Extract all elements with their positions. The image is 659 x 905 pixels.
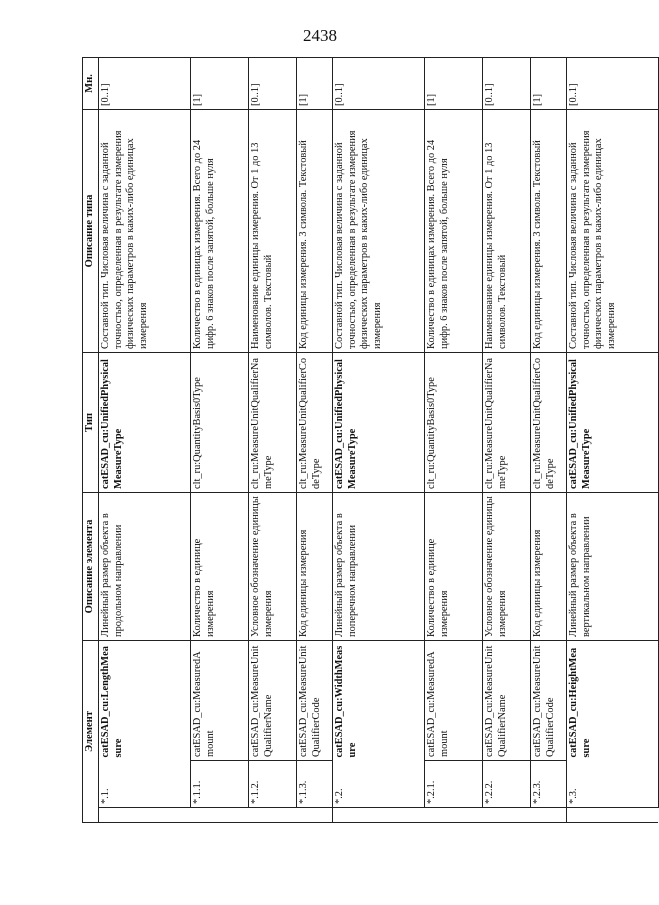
indent-cell	[566, 808, 658, 823]
element-name: catESAD_cu:MeasureUnitQualifierName	[248, 640, 296, 760]
element-type: clt_ru:QuantityBasis0Type	[424, 352, 482, 492]
table-row	[424, 57, 482, 822]
table-row	[332, 57, 424, 822]
type-description: Составной тип. Числовая величина с заданной точностью, определенная в результате измерения физических параметров в каких-либо единицах измерения	[566, 109, 658, 352]
table-row	[190, 57, 248, 822]
element-name: catESAD_cu:MeasuredAmount	[424, 640, 482, 760]
row-number: *.1.	[98, 761, 190, 808]
element-name: catESAD_cu:MeasureUnitQualifierCode	[296, 640, 332, 760]
multiplicity: [0..1]	[98, 57, 190, 109]
element-description: Условное обозначение единицы измерения	[482, 492, 530, 640]
element-description: Линейный размер объекта в продольном направлении	[98, 492, 190, 640]
element-description: Линейный размер объекта в поперечном направлении	[332, 492, 424, 640]
spec-table	[82, 57, 659, 823]
table-row	[248, 57, 296, 822]
row-number: *.2.2.	[482, 761, 530, 808]
header-element-description: Описание элемента	[83, 492, 99, 640]
multiplicity: [1]	[296, 57, 332, 109]
multiplicity: [0..1]	[482, 57, 530, 109]
element-name: catESAD_cu:LengthMeasure	[98, 640, 190, 760]
header-type: Тип	[83, 352, 99, 492]
element-name: catESAD_cu:MeasuredAmount	[190, 640, 248, 760]
element-description: Количество в единице измерения	[190, 492, 248, 640]
indent-cell	[190, 808, 248, 823]
type-description: Код единицы измерения. 3 символа. Текстовый	[530, 109, 566, 352]
row-number: *.1.2.	[248, 761, 296, 808]
type-description: Количество в единицах измерения. Всего до 24 цифр. 6 знаков после запятой, больше нуля	[424, 109, 482, 352]
element-name: catESAD_cu:WidthMeasure	[332, 640, 424, 760]
multiplicity: [1]	[424, 57, 482, 109]
indent-cell	[482, 808, 530, 823]
page-number: 2438	[303, 26, 337, 45]
element-type: catESAD_cu:UnifiedPhysicalMeasureType	[98, 352, 190, 492]
element-description: Линейный размер объекта в вертикальном направлении	[566, 492, 658, 640]
header-type-description: Описание типа	[83, 109, 99, 352]
table-row	[296, 57, 332, 822]
indent-cell	[332, 808, 424, 823]
table-body	[98, 57, 658, 822]
element-description: Количество в единице измерения	[424, 492, 482, 640]
indent-cell	[296, 808, 332, 823]
element-description: Код единицы измерения	[530, 492, 566, 640]
indent-cell	[98, 808, 190, 823]
multiplicity: [0..1]	[332, 57, 424, 109]
row-number: *.2.3.	[530, 761, 566, 808]
indent-cell	[248, 808, 296, 823]
row-number: *.2.	[332, 761, 424, 808]
multiplicity: [1]	[530, 57, 566, 109]
element-name: catESAD_cu:MeasureUnitQualifierCode	[530, 640, 566, 760]
type-description: Составной тип. Числовая величина с заданной точностью, определенная в результате измерения физических параметров в каких-либо единицах измерения	[332, 109, 424, 352]
element-name: catESAD_cu:MeasureUnitQualifierName	[482, 640, 530, 760]
row-number: *.2.1.	[424, 761, 482, 808]
row-number: *.1.1.	[190, 761, 248, 808]
table-row	[482, 57, 530, 822]
element-type: clt_ru:MeasureUnitQualifierNameType	[248, 352, 296, 492]
table-stage	[82, 58, 617, 823]
type-description: Составной тип. Числовая величина с заданной точностью, определенная в результате измерения физических параметров в каких-либо единицах измерения	[98, 109, 190, 352]
element-type: clt_ru:QuantityBasis0Type	[190, 352, 248, 492]
header-multiplicity: Мн.	[83, 57, 99, 109]
indent-cell	[530, 808, 566, 823]
element-type: clt_ru:MeasureUnitQualifierNameType	[482, 352, 530, 492]
element-name: catESAD_cu:HeightMeasure	[566, 640, 658, 760]
table-header-row	[83, 57, 99, 822]
type-description: Количество в единицах измерения. Всего до 24 цифр. 6 знаков после запятой, больше нуля	[190, 109, 248, 352]
element-type: clt_ru:MeasureUnitQualifierCodeType	[296, 352, 332, 492]
element-description: Код единицы измерения	[296, 492, 332, 640]
table-row	[98, 57, 190, 822]
header-element: Элемент	[83, 640, 99, 822]
multiplicity: [0..1]	[248, 57, 296, 109]
element-description: Условное обозначение единицы измерения	[248, 492, 296, 640]
row-number: *.3.	[566, 761, 658, 808]
multiplicity: [1]	[190, 57, 248, 109]
element-type: catESAD_cu:UnifiedPhysicalMeasureType	[332, 352, 424, 492]
table-row	[566, 57, 658, 822]
row-number: *.1.3.	[296, 761, 332, 808]
multiplicity: [0..1]	[566, 57, 658, 109]
type-description: Наименование единицы измерения. От 1 до 13 символов. Текстовый	[248, 109, 296, 352]
element-type: catESAD_cu:UnifiedPhysicalMeasureType	[566, 352, 658, 492]
type-description: Код единицы измерения. 3 символа. Текстовый	[296, 109, 332, 352]
table-row	[530, 57, 566, 822]
element-type: clt_ru:MeasureUnitQualifierCodeType	[530, 352, 566, 492]
type-description: Наименование единицы измерения. От 1 до 13 символов. Текстовый	[482, 109, 530, 352]
indent-cell	[424, 808, 482, 823]
rotated-table-frame	[82, 58, 617, 823]
